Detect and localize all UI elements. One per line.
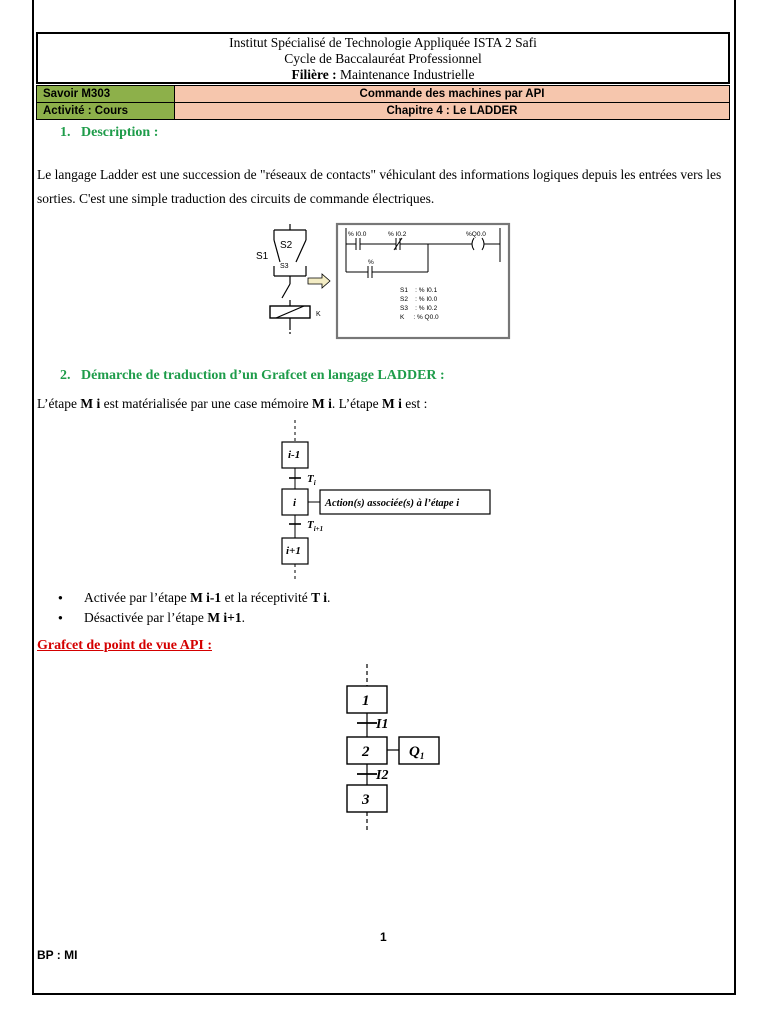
step-conditions-list — [58, 588, 330, 628]
circuit-to-ladder-figure — [250, 222, 520, 344]
description-paragraph: Le langage Ladder est une succession de "réseaux de contacts" véhiculant des informations logiques depuis les entrées vers les sorties. C'est une simple traduction des circuits de commande électriques. — [37, 167, 722, 206]
step-i-minus-1-label: i-1 — [288, 449, 301, 461]
coil-q00-label: %Q0.0 — [466, 231, 486, 238]
grafcet-api-heading: Grafcet de point de vue API : — [37, 638, 212, 653]
page-frame-right — [734, 0, 736, 995]
transition-ti-label: $T_i$ — [307, 473, 316, 487]
k-label: K — [316, 311, 321, 318]
footer-label: BP : MI — [37, 948, 78, 962]
header-line-2: Cycle de Baccalauréat Professionnel — [284, 51, 482, 66]
activity-cell: Activité : Cours — [37, 103, 175, 120]
institution-header — [36, 32, 730, 84]
api-transition-i1-label: I1 — [376, 717, 389, 732]
translation-arrow-icon — [308, 274, 330, 288]
legend-line-3: S3 : % I0.2 — [400, 305, 438, 312]
action-label: Action(s) associée(s) à l’étape i — [325, 498, 460, 509]
step-i-plus-1-label: i+1 — [286, 545, 301, 557]
s2-label: S2 — [280, 240, 293, 251]
api-transition-i2-label: I2 — [376, 768, 389, 783]
list-item: ● Activée par l’étape M i-1 et la réceptivité T i. — [58, 588, 330, 608]
s3-label: S3 — [280, 263, 289, 270]
api-step-1-label: 1 — [362, 693, 370, 709]
savoir-cell: Savoir M303 — [37, 86, 175, 103]
course-meta-table — [36, 85, 730, 120]
s1-label: S1 — [256, 251, 269, 262]
section-2-heading: 2. Démarche de traduction d’un Grafcet en langage LADDER : — [60, 368, 445, 383]
step-i-label: i — [293, 497, 297, 509]
page-frame-left — [32, 0, 34, 995]
contact-self-label: % — [368, 259, 374, 266]
grafcet-api-diagram — [340, 664, 450, 832]
step-description-line: L’étape M i est matérialisée par une case mémoire M i. L’étape M i est : — [37, 396, 428, 411]
contact-i00-label: % I0.0 — [348, 231, 367, 238]
contact-i02-label: % I0.2 — [388, 231, 407, 238]
legend-line-1: S1 : % I0.1 — [400, 287, 438, 294]
api-action-q1-label: $Q_1$ — [409, 744, 425, 761]
api-step-2-label: 2 — [362, 744, 370, 760]
header-line-1: Institut Spécialisé de Technologie Appliquée ISTA 2 Safi — [229, 35, 537, 50]
course-title-cell: Commande des machines par API — [175, 86, 730, 103]
legend-line-4: K : % Q0.0 — [400, 314, 439, 321]
page-number: 1 — [380, 930, 387, 944]
transition-ti-plus-1-label: $T_{i+1}$ — [307, 519, 324, 533]
page-frame-bottom — [32, 993, 736, 995]
legend-line-2: S2 : % I0.0 — [400, 296, 438, 303]
header-line-3: Filière : Maintenance Industrielle — [291, 67, 475, 82]
grafcet-generic-diagram — [278, 420, 498, 582]
list-item: ● Désactivée par l’étape M i+1. — [58, 608, 330, 628]
section-1-heading: 1. Description : — [60, 125, 159, 140]
api-step-3-label: 3 — [362, 792, 370, 808]
chapter-cell: Chapitre 4 : Le LADDER — [175, 103, 730, 120]
